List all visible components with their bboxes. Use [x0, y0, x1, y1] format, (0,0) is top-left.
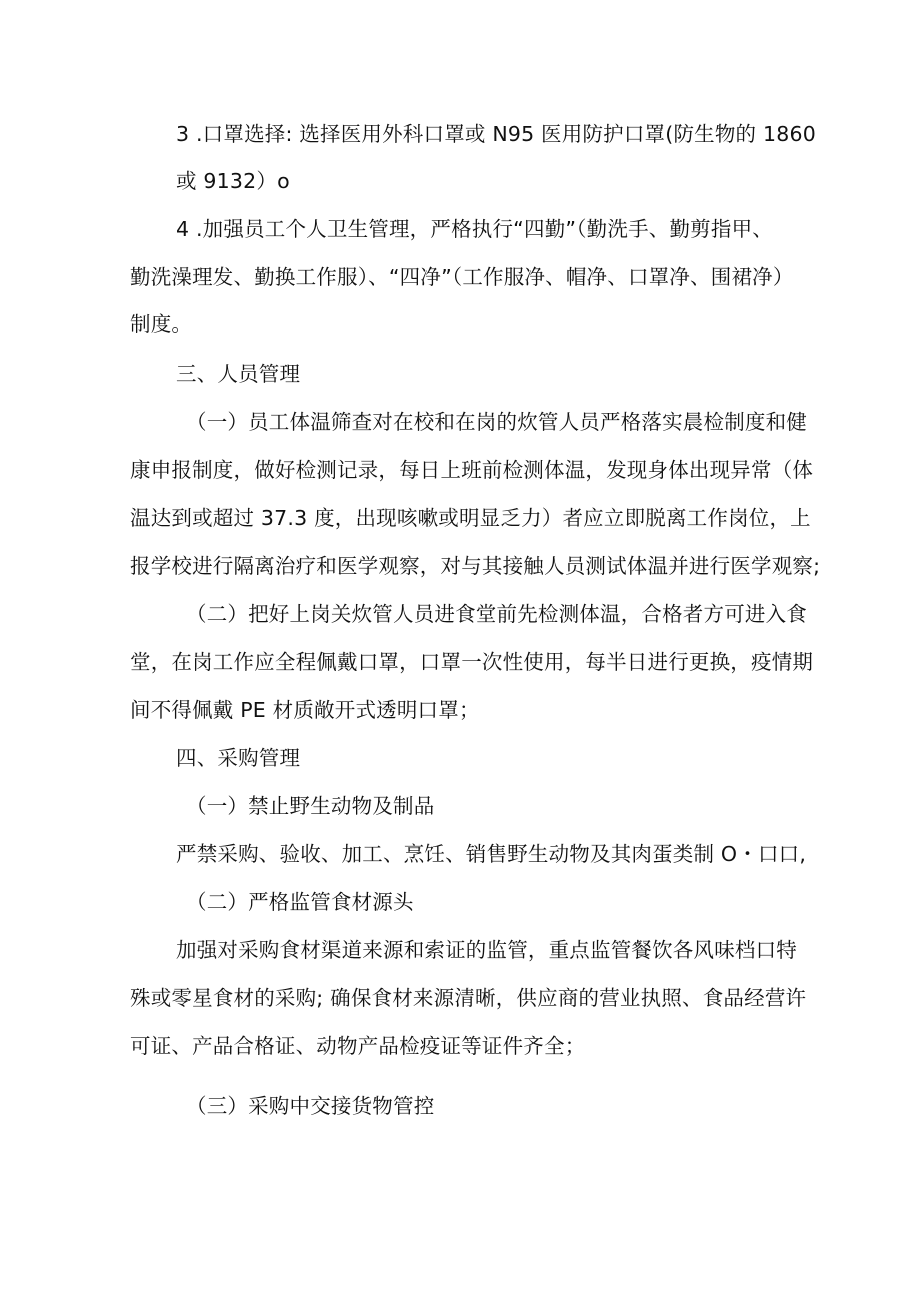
section-3-heading: 三、人员管理 — [176, 362, 301, 386]
item-4-line-1: 4 .加强员工个人卫生管理，严格执行“四勤”（勤洗手、勤剪指甲、 — [176, 217, 773, 241]
section-4-subheading-2: （二）严格监管食材源头 — [186, 890, 414, 914]
section-4-sub-2-line-1: 加强对采购食材渠道来源和索证的监管，重点监管餐饮各风味档口特 — [176, 938, 797, 962]
section-4-subheading-3: （三）采购中交接货物管控 — [186, 1094, 435, 1118]
section-3-para-1-line-2: 康申报制度，做好检测记录，每日上班前检测体温，发现身体出现异常（体 — [130, 458, 814, 482]
item-4-line-3: 制度。 — [130, 312, 193, 336]
item-3-line-2: 或 9132）o — [176, 169, 290, 193]
section-3-para-1-line-3: 温达到或超过 37.3 度，出现咳嗽或明显乏力）者应立即脱离工作岗位，上 — [130, 506, 811, 530]
section-4-heading: 四、采购管理 — [176, 746, 301, 770]
section-4-subheading-1: （一）禁止野生动物及制品 — [186, 794, 435, 818]
item-3-line-1: 3 .口罩选择: 选择医用外科口罩或 N95 医用防护口罩(防生物的 1860 — [176, 122, 816, 146]
section-3-para-2-line-1: （二）把好上岗关炊管人员进食堂前先检测体温，合格者方可进入食 — [186, 602, 807, 626]
section-3-para-2-line-2: 堂，在岗工作应全程佩戴口罩，口罩一次性使用，每半日进行更换，疫情期 — [130, 650, 814, 674]
section-3-para-1-line-4: 报学校进行隔离治疗和医学观察，对与其接触人员测试体温并进行医学观察; — [130, 554, 821, 578]
section-4-sub-2-line-3: 可证、产品合格证、动物产品检疫证等证件齐全； — [130, 1034, 586, 1058]
section-4-sub-1-body: 严禁采购、验收、加工、烹饪、销售野生动物及其肉蛋类制 O・口口, — [176, 842, 807, 866]
item-4-line-2: 勤洗澡理发、勤换工作服）、“四净”（工作服净、帽净、口罩净、围裙净） — [130, 265, 794, 289]
section-3-para-2-line-3: 间不得佩戴 PE 材质敞开式透明口罩； — [130, 698, 480, 722]
section-3-para-1-line-1: （一）员工体温筛查对在校和在岗的炊管人员严格落实晨检制度和健 — [186, 410, 807, 434]
section-4-sub-2-line-2: 殊或零星食材的采购; 确保食材来源清晰，供应商的营业执照、食品经营许 — [130, 986, 807, 1010]
